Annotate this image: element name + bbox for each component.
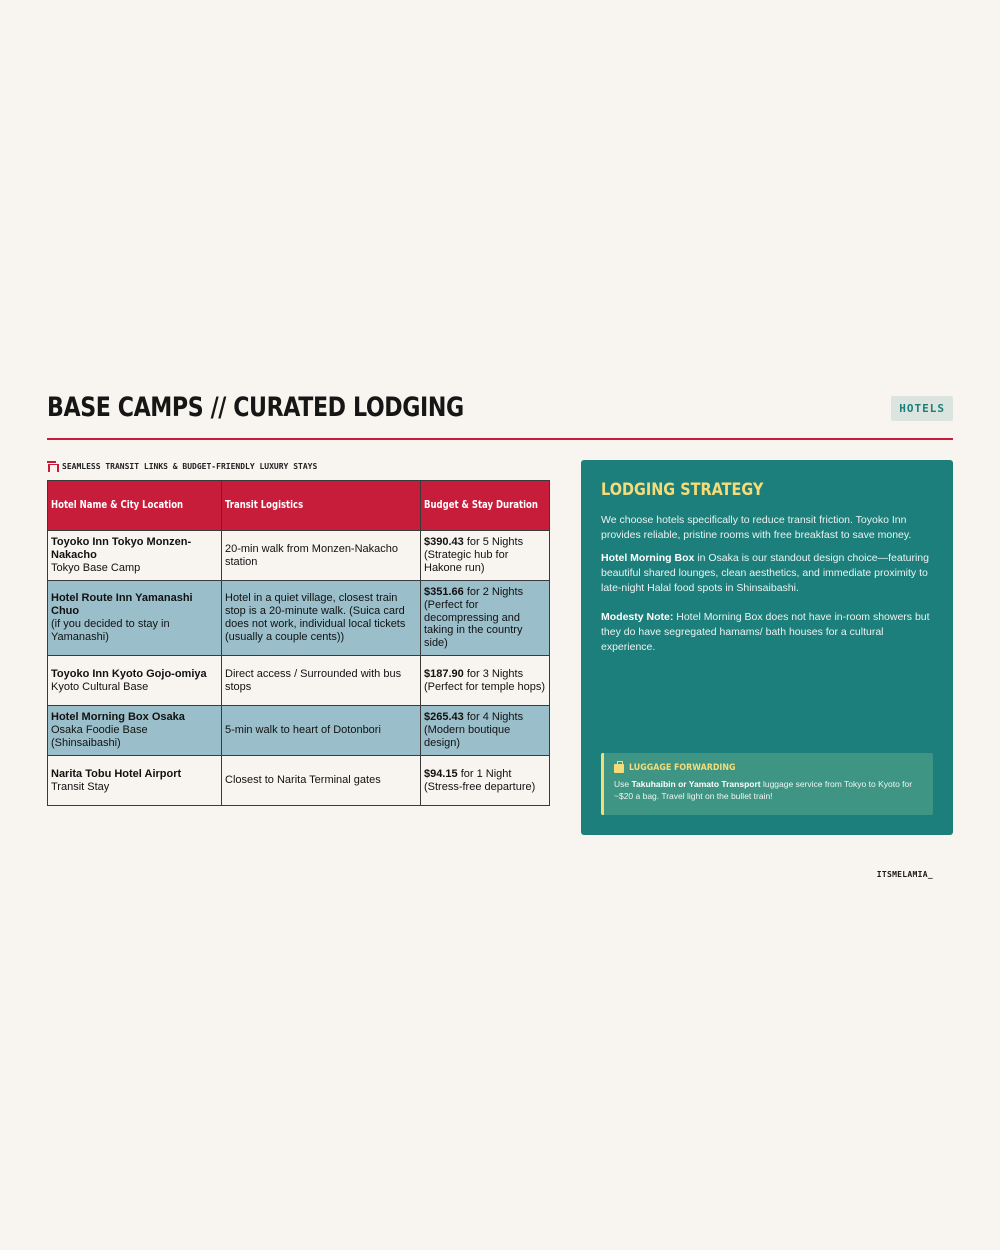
- duration: for 4 Nights (Modern boutique design): [424, 711, 524, 749]
- hotel-name: Hotel Route Inn Yamanashi Chuo: [51, 592, 193, 618]
- hotel-location: Osaka Foodie Base (Shinsaibashi): [51, 724, 148, 749]
- budget-cell: [421, 581, 550, 656]
- hotel-cell: [48, 656, 222, 706]
- hotel-location: Tokyo Base Camp: [51, 561, 141, 574]
- table-row: [48, 581, 550, 656]
- lodging-strategy-panel: [581, 460, 953, 835]
- hotel-name: Narita Tobu Hotel Airport: [51, 767, 182, 780]
- callout-text: Use Takuhaibin or Yamato Transport luggage service from Tokyo to Kyoto for ~$20 a bag. Travel light on the bullet train!: [614, 779, 913, 801]
- hotel-name: Hotel Morning Box Osaka: [51, 711, 185, 724]
- budget-cell: [421, 531, 550, 581]
- table-row: [48, 756, 550, 806]
- transit-cell: Direct access / Surrounded with bus stops: [222, 656, 421, 706]
- callout-title: LUGGAGE FORWARDING: [629, 762, 736, 773]
- table-header-row: [48, 481, 550, 531]
- duration: for 2 Nights (Perfect for decompressing and taking in the country side): [424, 585, 524, 650]
- hotel-location: (if you decided to stay in Yamanashi): [51, 618, 170, 643]
- price: $94.15: [424, 767, 458, 780]
- price: $390.43: [424, 536, 464, 549]
- duration: for 3 Nights (Perfect for temple hops): [424, 667, 546, 693]
- column-header: Transit Logistics: [222, 481, 421, 531]
- hotel-location: Transit Stay: [51, 780, 110, 793]
- strategy-paragraph: Hotel Morning Box in Osaka is our standout design choice—featuring beautiful shared lounges, clean aesthetics, and immediate proximity to late-night Halal food spots in Shinsaibashi.: [601, 552, 929, 594]
- transit-cell: 5-min walk to heart of Dotonbori: [222, 706, 421, 756]
- budget-cell: [421, 656, 550, 706]
- hotel-name: Toyoko Inn Tokyo Monzen-Nakacho: [51, 536, 192, 562]
- table-row: [48, 656, 550, 706]
- hotel-name: Toyoko Inn Kyoto Gojo-omiya: [51, 667, 207, 680]
- transit-cell: 20-min walk from Monzen-Nakacho station: [222, 531, 421, 581]
- section-subhead: [47, 460, 317, 472]
- table-row: [48, 706, 550, 756]
- hotels-tag: HOTELS: [891, 396, 953, 421]
- price: $265.43: [424, 711, 464, 724]
- modesty-note: Modesty Note: Hotel Morning Box does not have in-room showers but they do have segregated hamams/ bath houses for a cultural experience.: [601, 611, 930, 653]
- torii-gate-icon: [47, 461, 56, 471]
- budget-cell: [421, 756, 550, 806]
- lodging-table: [47, 480, 550, 806]
- strategy-title: LODGING STRATEGY: [601, 480, 764, 500]
- transit-cell: Hotel in a quiet village, closest train stop is a 20-minute walk. (Suica card does not work, individual local tickets (usually a couple cents)): [222, 581, 421, 656]
- column-header: Hotel Name & City Location: [48, 481, 222, 531]
- price: $187.90: [424, 667, 464, 680]
- hotel-location: Kyoto Cultural Base: [51, 680, 149, 693]
- subhead-text: SEAMLESS TRANSIT LINKS & BUDGET-FRIENDLY LUXURY STAYS: [62, 461, 318, 471]
- price: $351.66: [424, 585, 464, 598]
- luggage-icon: [614, 764, 624, 773]
- table-row: [48, 531, 550, 581]
- hotel-cell: [48, 756, 222, 806]
- hotel-cell: [48, 531, 222, 581]
- author-handle: ITSMELAMIA_: [876, 870, 933, 879]
- duration: for 1 Night (Stress-free departure): [424, 767, 536, 793]
- strategy-paragraph: We choose hotels specifically to reduce transit friction. Toyoko Inn provides reliable, pristine rooms with free breakfast to save money.: [601, 514, 912, 541]
- column-header: Budget & Stay Duration: [421, 481, 550, 531]
- budget-cell: [421, 706, 550, 756]
- hotel-cell: [48, 706, 222, 756]
- hotel-cell: [48, 581, 222, 656]
- transit-cell: Closest to Narita Terminal gates: [222, 756, 421, 806]
- luggage-forwarding-callout: [601, 753, 933, 815]
- duration: for 5 Nights (Strategic hub for Hakone run): [424, 536, 524, 574]
- page-header: [47, 390, 953, 440]
- page-title: BASE CAMPS // CURATED LODGING: [47, 392, 464, 423]
